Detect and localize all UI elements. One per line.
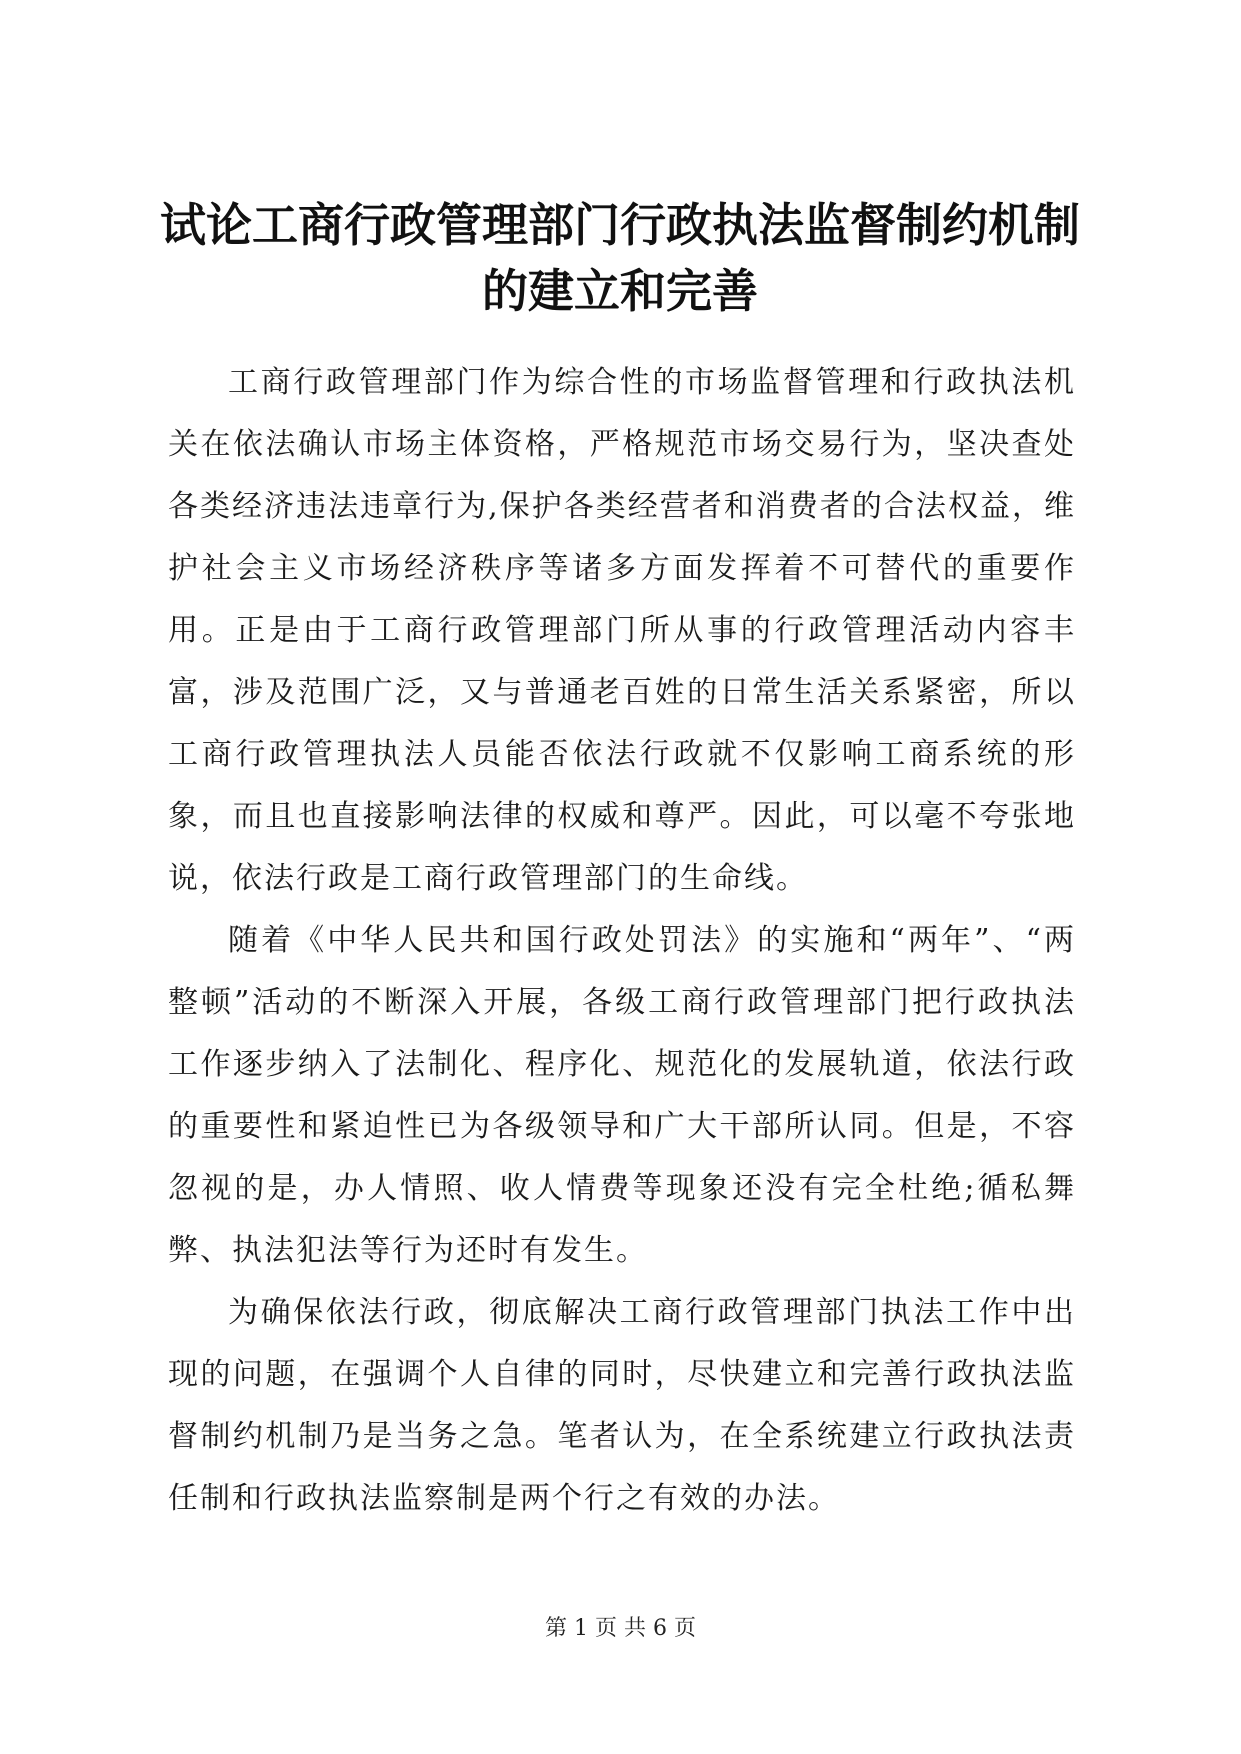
paragraph-2: 随着《中华人民共和国行政处罚法》的实施和“两年”、“两整顿”活动的不断深入开展，各级工商行政管理部门把行政执法工作逐步纳入了法制化、程序化、规范化的发展轨道，依法行政的重要性和紧迫性已为各级领导和广大干部所认同。但是，不容忽视的是，办人情照、收人情费等现象还没有完全杜绝;循私舞弊、执法犯法等行为还时有发生。 [168, 923, 1076, 1268]
page-indicator: 第 1 页 共 6 页 [545, 1616, 696, 1641]
document-title-line-2: 的建立和完善 [482, 264, 758, 318]
document-title-line-1: 试论工商行政管理部门行政执法监督制约机制 [160, 198, 1080, 252]
paragraph-3: 为确保依法行政，彻底解决工商行政管理部门执法工作中出现的问题，在强调个人自律的同时，尽快建立和完善行政执法监督制约机制乃是当务之急。笔者认为，在全系统建立行政执法责任制和行政执法监察制是两个行之有效的办法。 [168, 1295, 1076, 1516]
document-body [168, 352, 1076, 1530]
page-footer [0, 1614, 1241, 1644]
paragraph-1: 工商行政管理部门作为综合性的市场监督管理和行政执法机关在依法确认市场主体资格，严格规范市场交易行为，坚决查处各类经济违法违章行为,保护各类经营者和消费者的合法权益，维护社会主义市场经济秩序等诸多方面发挥着不可替代的重要作用。正是由于工商行政管理部门所从事的行政管理活动内容丰富，涉及范围广泛，又与普通老百姓的日常生活关系紧密，所以工商行政管理执法人员能否依法行政就不仅影响工商系统的形象，而且也直接影响法律的权威和尊严。因此，可以毫不夸张地说，依法行政是工商行政管理部门的生命线。 [168, 365, 1076, 896]
document-title [150, 192, 1090, 324]
